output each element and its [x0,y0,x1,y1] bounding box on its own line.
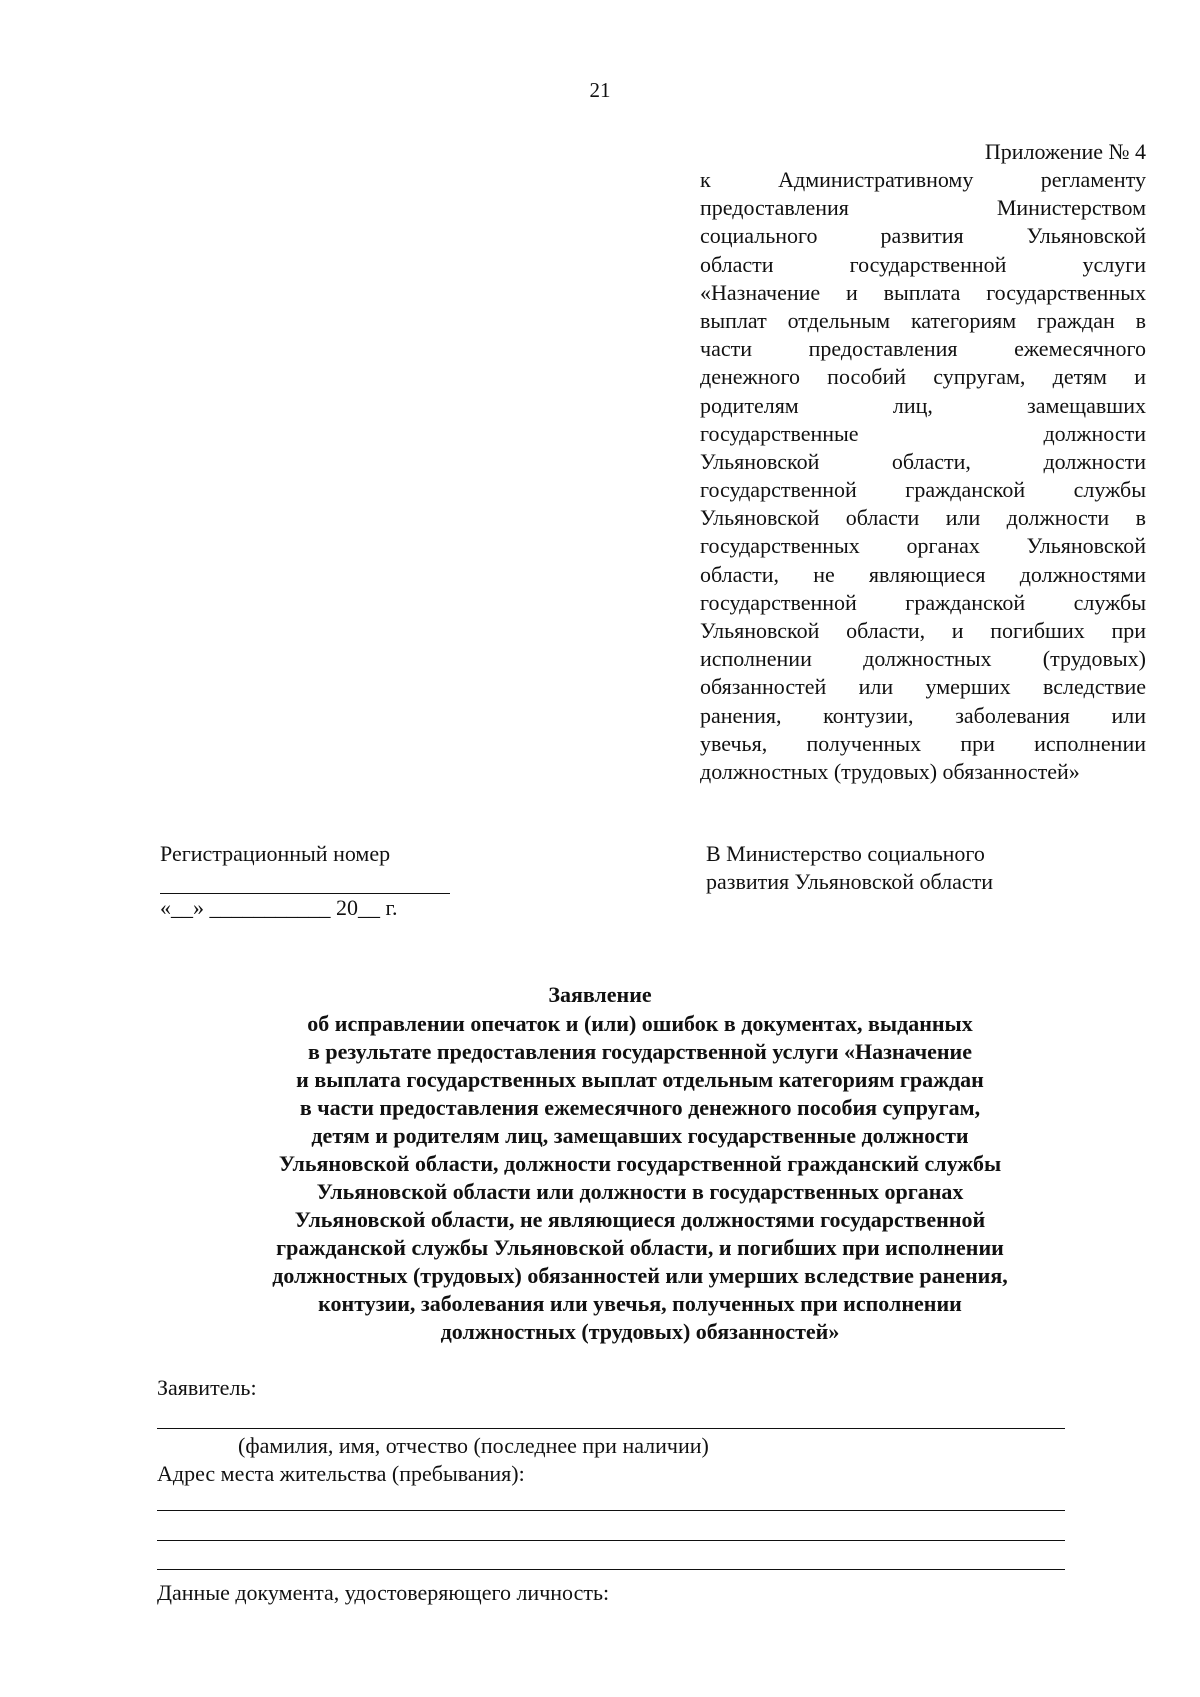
appendix-line: увечья, полученных при исполнении [700,730,1146,756]
statement-subject-line: должностных (трудовых) обязанностей или умерших вследствие ранения, [272,1263,1008,1288]
appendix-line: государственной гражданской службы [700,589,1146,615]
statement-subject-line: должностных (трудовых) обязанностей» [440,1319,840,1344]
address-field-line-2[interactable] [157,1540,1065,1541]
appendix-line: исполнении должностных (трудовых) [700,646,1146,672]
appendix-line: «Назначение и выплата государственных [700,279,1146,305]
statement-subject-line: контузии, заболевания или увечья, полученных при исполнении [318,1291,962,1316]
statement-subject [200,1010,1080,1346]
appendix-caption [700,166,1146,786]
appendix-line: Ульяновской области, должности [700,448,1146,474]
address-label: Адрес места жительства (пребывания): [157,1461,525,1486]
statement-subject-line: детям и родителям лиц, замещавших государственные должности [311,1123,969,1148]
appendix-line: части предоставления ежемесячного [700,336,1146,362]
statement-subject-line: в результате предоставления государственной услуги «Назначение [307,1039,972,1064]
statement-subject-line: в части предоставления ежемесячного денежного пособия супругам, [299,1095,981,1120]
appendix-line: обязанностей или умерших вследствие [700,674,1146,700]
appendix-line: социального развития Ульяновской [700,223,1146,249]
applicant-name-field[interactable] [157,1428,1065,1429]
appendix-line: Ульяновской области, и погибших при [700,618,1146,643]
appendix-line: государственные должности [700,420,1146,446]
address-field-line-1[interactable] [157,1510,1065,1511]
appendix-line: области государственной услуги [700,251,1146,277]
id-document-label: Данные документа, удостоверяющего личность: [157,1580,610,1605]
statement-subject-line: об исправлении опечаток и (или) ошибок в документах, выданных [307,1011,973,1036]
appendix-line: родителям лиц, замещавших [700,392,1146,418]
applicant-label: Заявитель: [157,1375,257,1400]
appendix-title: Приложение № 4 [984,139,1146,164]
appendix-line: области, не являющиеся должностями [700,561,1146,587]
recipient-line: развития Ульяновской области [706,869,994,894]
appendix-line: Ульяновской области или должности в [700,505,1146,531]
appendix-line: должностных (трудовых) обязанностей» [700,758,1080,784]
appendix-line: выплат отдельным категориям граждан в [700,307,1146,333]
address-field-line-3[interactable] [157,1569,1065,1570]
page-number: 21 [589,78,611,102]
statement-subject-line: Ульяновской области или должности в государственных органах [316,1179,964,1204]
statement-subject-line: гражданской службы Ульяновской области, и погибших при исполнении [276,1235,1004,1260]
appendix-line: государственной гражданской службы [700,477,1146,503]
statement-subject-line: и выплата государственных выплат отдельным категориям граждан [296,1067,984,1092]
appendix-line: предоставления Министерством [700,195,1146,221]
registration-number-label: Регистрационный номер [160,841,391,866]
applicant-name-hint: (фамилия, имя, отчество (последнее при наличии) [238,1433,709,1458]
registration-date-line: «__» ___________ 20__ г. [160,895,398,920]
appendix-line: денежного пособий супругам, детям и [700,364,1146,390]
statement-subject-line: Ульяновской области, не являющиеся должностями государственной [294,1207,986,1232]
appendix-line: ранения, контузии, заболевания или [700,702,1146,728]
recipient-line: В Министерство социального [706,841,985,866]
appendix-line: государственных органах Ульяновской [700,533,1146,559]
statement-subject-line: Ульяновской области, должности государственной гражданский службы [278,1151,1002,1176]
statement-heading: Заявление [548,982,652,1007]
appendix-line: к Административному регламенту [700,167,1146,192]
registration-number-field[interactable] [160,893,450,894]
